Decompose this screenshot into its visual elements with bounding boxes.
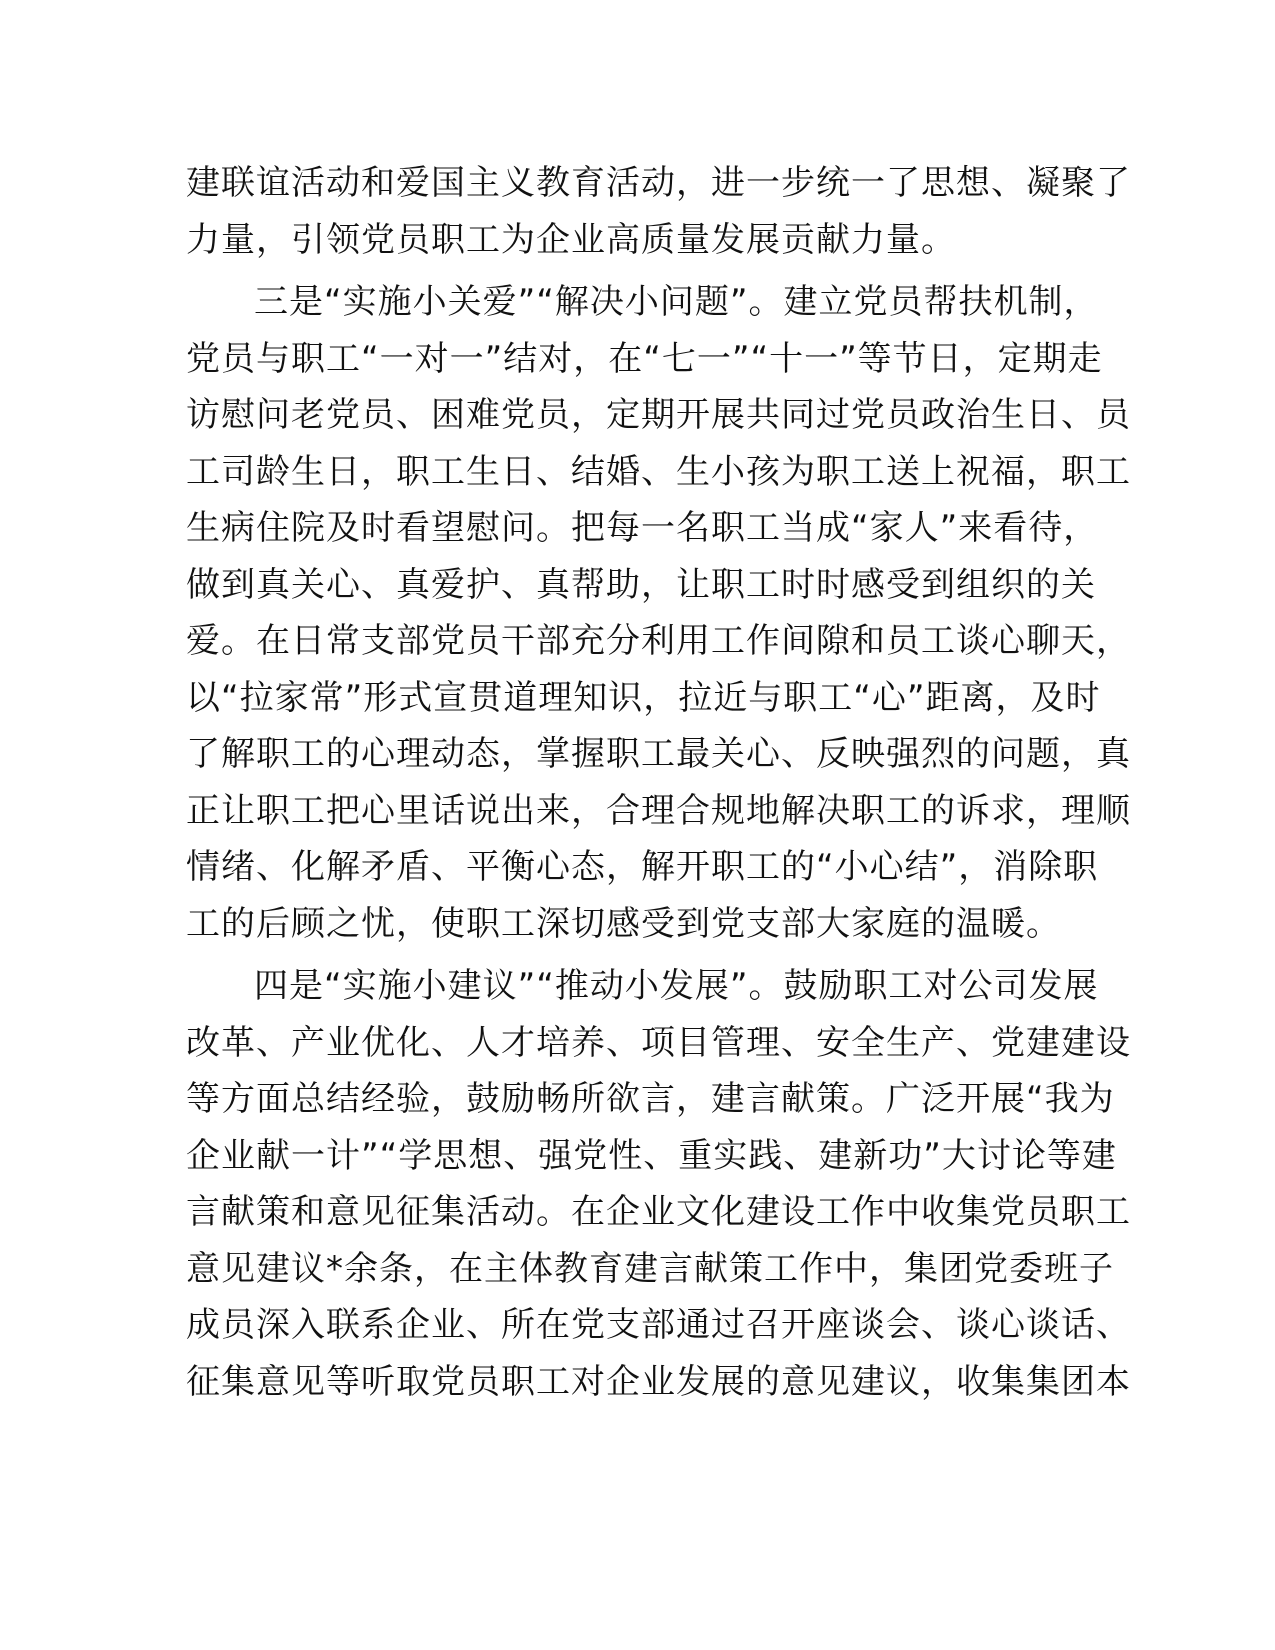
document-body [186,155,1131,1410]
paragraph-three [186,274,1131,952]
text-line: 力量，引领党员职工为企业高质量发展贡献力量。 [186,219,956,260]
text-line: 成员深入联系企业、所在党支部通过召开座谈会、谈心谈话、 [186,1305,1131,1345]
text-line: 做到真关心、真爱护、真帮助，让职工时时感受到组织的关 [186,564,1096,605]
text-line: 意见建议*余条，在主体教育建言献策工作中，集团党委班子 [186,1248,1114,1289]
text-line: 企业献一计”“学思想、强党性、重实践、建新功”大讨论等建 [186,1135,1117,1176]
text-line: 正让职工把心里话说出来，合理合规地解决职工的诉求，理顺 [186,790,1131,831]
text-line: 改革、产业优化、人才培养、项目管理、安全生产、党建建设 [186,1022,1131,1063]
text-line: 生病住院及时看望慰问。把每一名职工当成“家人”来看待， [186,508,1099,548]
paragraph-continuation [186,155,1131,268]
text-line: 言献策和意见征集活动。在企业文化建设工作中收集党员职工 [186,1192,1131,1232]
text-line: 工的后顾之忧，使职工深切感受到党支部大家庭的温暖。 [186,903,1061,944]
text-line: 访慰问老党员、困难党员，定期开展共同过党员政治生日、员 [186,395,1131,435]
text-line: 等方面总结经验，鼓励畅所欲言，建言献策。广泛开展“我为 [186,1079,1115,1119]
text-line: 工司龄生日，职工生日、结婚、生小孩为职工送上祝福，职工 [186,451,1131,492]
text-line: 党员与职工“一对一”结对，在“七一”“十一”等节日，定期走 [186,338,1103,379]
text-line: 建联谊活动和爱国主义教育活动，进一步统一了思想、凝聚了 [186,163,1131,203]
text-line: 爱。在日常支部党员干部充分利用工作间隙和员工谈心聊天， [186,621,1131,661]
text-line: 三是“实施小关爱”“解决小问题”。建立党员帮扶机制， [254,282,1099,322]
text-line: 情绪、化解矛盾、平衡心态，解开职工的“小心结”，消除职 [186,847,1099,887]
text-line: 了解职工的心理动态，掌握职工最关心、反映强烈的问题，真 [186,734,1131,774]
text-line: 征集意见等听取党员职工对企业发展的意见建议，收集集团本 [186,1361,1131,1402]
text-line: 以“拉家常”形式宣贯道理知识，拉近与职工“心”距离，及时 [186,677,1101,718]
text-line: 四是“实施小建议”“推动小发展”。鼓励职工对公司发展 [254,966,1099,1006]
paragraph-four [186,958,1131,1410]
